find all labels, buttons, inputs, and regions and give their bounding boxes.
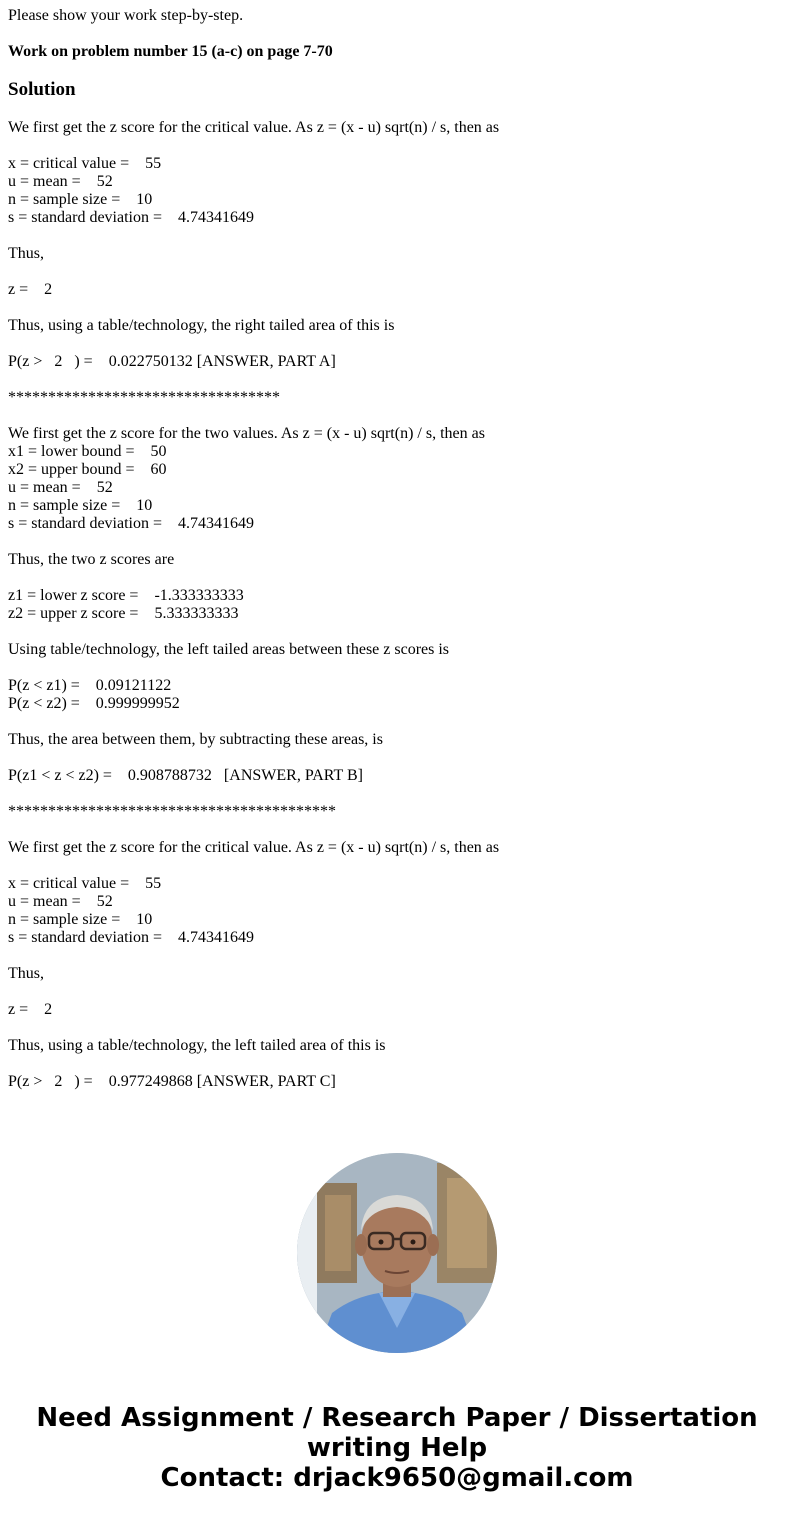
- part-a-area-text: Thus, using a table/technology, the right tailed area of this is: [8, 317, 395, 334]
- part-a-x: x = critical value = 55: [8, 155, 162, 172]
- part-c-area-text: Thus, using a table/technology, the left tailed area of this is: [8, 1037, 386, 1054]
- part-b-x1: x1 = lower bound = 50: [8, 443, 167, 460]
- part-c-thus: Thus,: [8, 965, 44, 982]
- promo-contact-email[interactable]: Contact: drjack9650@gmail.com: [160, 1463, 634, 1493]
- part-a-answer: P(z > 2 ) = 0.022750132 [ANSWER, PART A]: [8, 353, 336, 370]
- solution-heading: Solution: [8, 79, 76, 100]
- part-b-areas-text: Using table/technology, the left tailed areas between these z scores is: [8, 641, 450, 658]
- author-photo: [297, 1153, 497, 1353]
- separator: **********************************: [8, 389, 280, 406]
- promo-line-1: Need Assignment / Research Paper / Dissertation: [36, 1403, 758, 1433]
- part-c-z: z = 2: [8, 1001, 53, 1018]
- part-b-u: u = mean = 52: [8, 479, 113, 496]
- part-c-intro: We first get the z score for the critical value. As z = (x - u) sqrt(n) / s, then as: [8, 839, 500, 856]
- promo-line-2: writing Help: [306, 1433, 488, 1463]
- part-a-intro: We first get the z score for the critical value. As z = (x - u) sqrt(n) / s, then as: [8, 119, 500, 136]
- part-b-p2: P(z < z2) = 0.999999952: [8, 695, 180, 712]
- part-c-u: u = mean = 52: [8, 893, 113, 910]
- part-c-x: x = critical value = 55: [8, 875, 162, 892]
- part-a-z: z = 2: [8, 281, 53, 298]
- part-b-x2: x2 = upper bound = 60: [8, 461, 167, 478]
- part-b-answer: P(z1 < z < z2) = 0.908788732 [ANSWER, PART B]: [8, 767, 363, 784]
- part-b-s: s = standard deviation = 4.74341649: [8, 515, 255, 532]
- part-a-u: u = mean = 52: [8, 173, 113, 190]
- part-a-n: n = sample size = 10: [8, 191, 153, 208]
- part-b-n: n = sample size = 10: [8, 497, 153, 514]
- promo-section: [0, 1153, 794, 1493]
- part-b-between-text: Thus, the area between them, by subtracting these areas, is: [8, 731, 383, 748]
- problem-statement: Work on problem number 15 (a-c) on page 7-70: [8, 43, 333, 60]
- part-c-answer: P(z > 2 ) = 0.977249868 [ANSWER, PART C]: [8, 1073, 336, 1090]
- part-b-z2: z2 = upper z score = 5.333333333: [8, 605, 239, 622]
- contact-banner: [0, 1403, 794, 1493]
- part-a-thus: Thus,: [8, 245, 44, 262]
- part-b-p1: P(z < z1) = 0.09121122: [8, 677, 172, 694]
- part-a-s: s = standard deviation = 4.74341649: [8, 209, 255, 226]
- part-b-z1: z1 = lower z score = -1.333333333: [8, 587, 244, 604]
- part-c-n: n = sample size = 10: [8, 911, 153, 928]
- part-b-thus: Thus, the two z scores are: [8, 551, 175, 568]
- part-b-intro: We first get the z score for the two values. As z = (x - u) sqrt(n) / s, then as: [8, 425, 485, 442]
- separator: *****************************************: [8, 803, 336, 820]
- part-c-s: s = standard deviation = 4.74341649: [8, 929, 255, 946]
- solution-document: [8, 7, 788, 1091]
- intro-text: Please show your work step-by-step.: [8, 7, 244, 24]
